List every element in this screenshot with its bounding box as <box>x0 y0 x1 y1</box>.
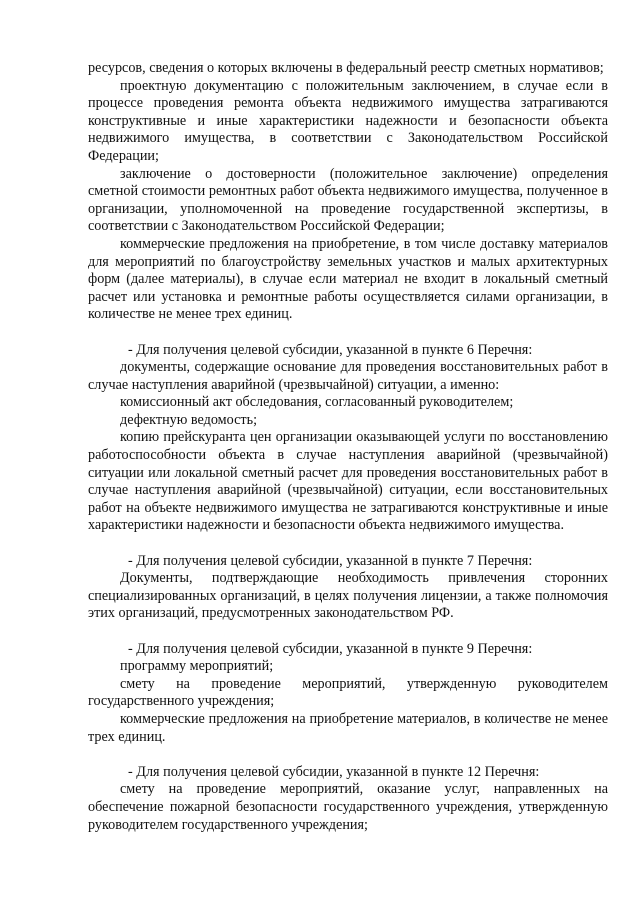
paragraph: заключение о достоверности (положительное заключение) определения сметной стоимости ремонтных работ объекта недвижимого имущества, полученное в организации, уполномоченной на проведение государственной экспертизы, в соответствии с Законодательством Российской Федерации; <box>88 165 608 235</box>
section-heading: - Для получения целевой субсидии, указанной в пункте 7 Перечня: <box>128 552 533 569</box>
list-item: программу мероприятий; <box>120 658 274 675</box>
section-heading: - Для получения целевой субсидии, указанной в пункте 9 Перечня: <box>128 640 533 657</box>
spacer <box>88 623 608 641</box>
list-item: документы, содержащие основание для проведения восстановительных работ в случае наступления аварийной (чрезвычайной) ситуации, а именно: <box>88 359 608 393</box>
section-heading: - Для получения целевой субсидии, указанной в пункте 12 Перечня: <box>128 763 540 780</box>
list-item: Документы, подтверждающие необходимость привлечения сторонних специализированных организаций, в целях получения лицензии, а также полномочия этих организаций, предусмотренных законодательством РФ. <box>88 570 608 622</box>
spacer <box>88 535 608 553</box>
list-item: дефектную ведомость; <box>120 411 258 428</box>
list-item: коммерческие предложения на приобретение материалов, в количестве не менее трех единиц. <box>88 710 608 745</box>
paragraph: коммерческие предложения на приобретение, в том числе доставку материалов для мероприятий по благоустройству земельных участков и малых архитектурных форм (далее материалы), в случае если материал не входит в локальный сметный расчет или установка и ремонтные работы осуществляется силами организации, в количестве не менее трех единиц. <box>88 235 608 323</box>
document-page <box>88 60 608 834</box>
list-item: смету на проведение мероприятий, утвержденную руководителем государственного учреждения; <box>88 675 608 710</box>
section-heading: - Для получения целевой субсидии, указанной в пункте 6 Перечня: <box>128 341 533 358</box>
paragraph: ресурсов, сведения о которых включены в федеральный реестр сметных нормативов; <box>88 60 604 76</box>
list-item: копию прейскуранта цен организации оказывающей услуги по восстановлению работоспособности объекта в случае наступления аварийной (чрезвычайной) ситуации или локальной сметный расчет для проведения восстановительных работ в случае наступления аварийной (чрезвычайной) ситуации, если восстановительных работ на объекте недвижимого имущества не затрагиваются конструктивные и иные характеристики надежности и безопасности объекта недвижимого имущества. <box>88 429 608 534</box>
spacer <box>88 324 608 342</box>
paragraph: проектную документацию с положительным заключением, в случае если в процессе проведения ремонта объекта недвижимого имущества затрагиваются конструктивные и иные характеристики надежности и безопасности объекта недвижимого имущества, в соответствии с Законодательством Российской Федерации; <box>88 77 608 164</box>
list-item: смету на проведение мероприятий, оказание услуг, направленных на обеспечение пожарной безопасности государственного учреждения, утвержденную руководителем государственного учреждения; <box>88 781 608 833</box>
spacer <box>88 746 608 764</box>
list-item: комиссионный акт обследования, согласованный руководителем; <box>120 394 514 411</box>
